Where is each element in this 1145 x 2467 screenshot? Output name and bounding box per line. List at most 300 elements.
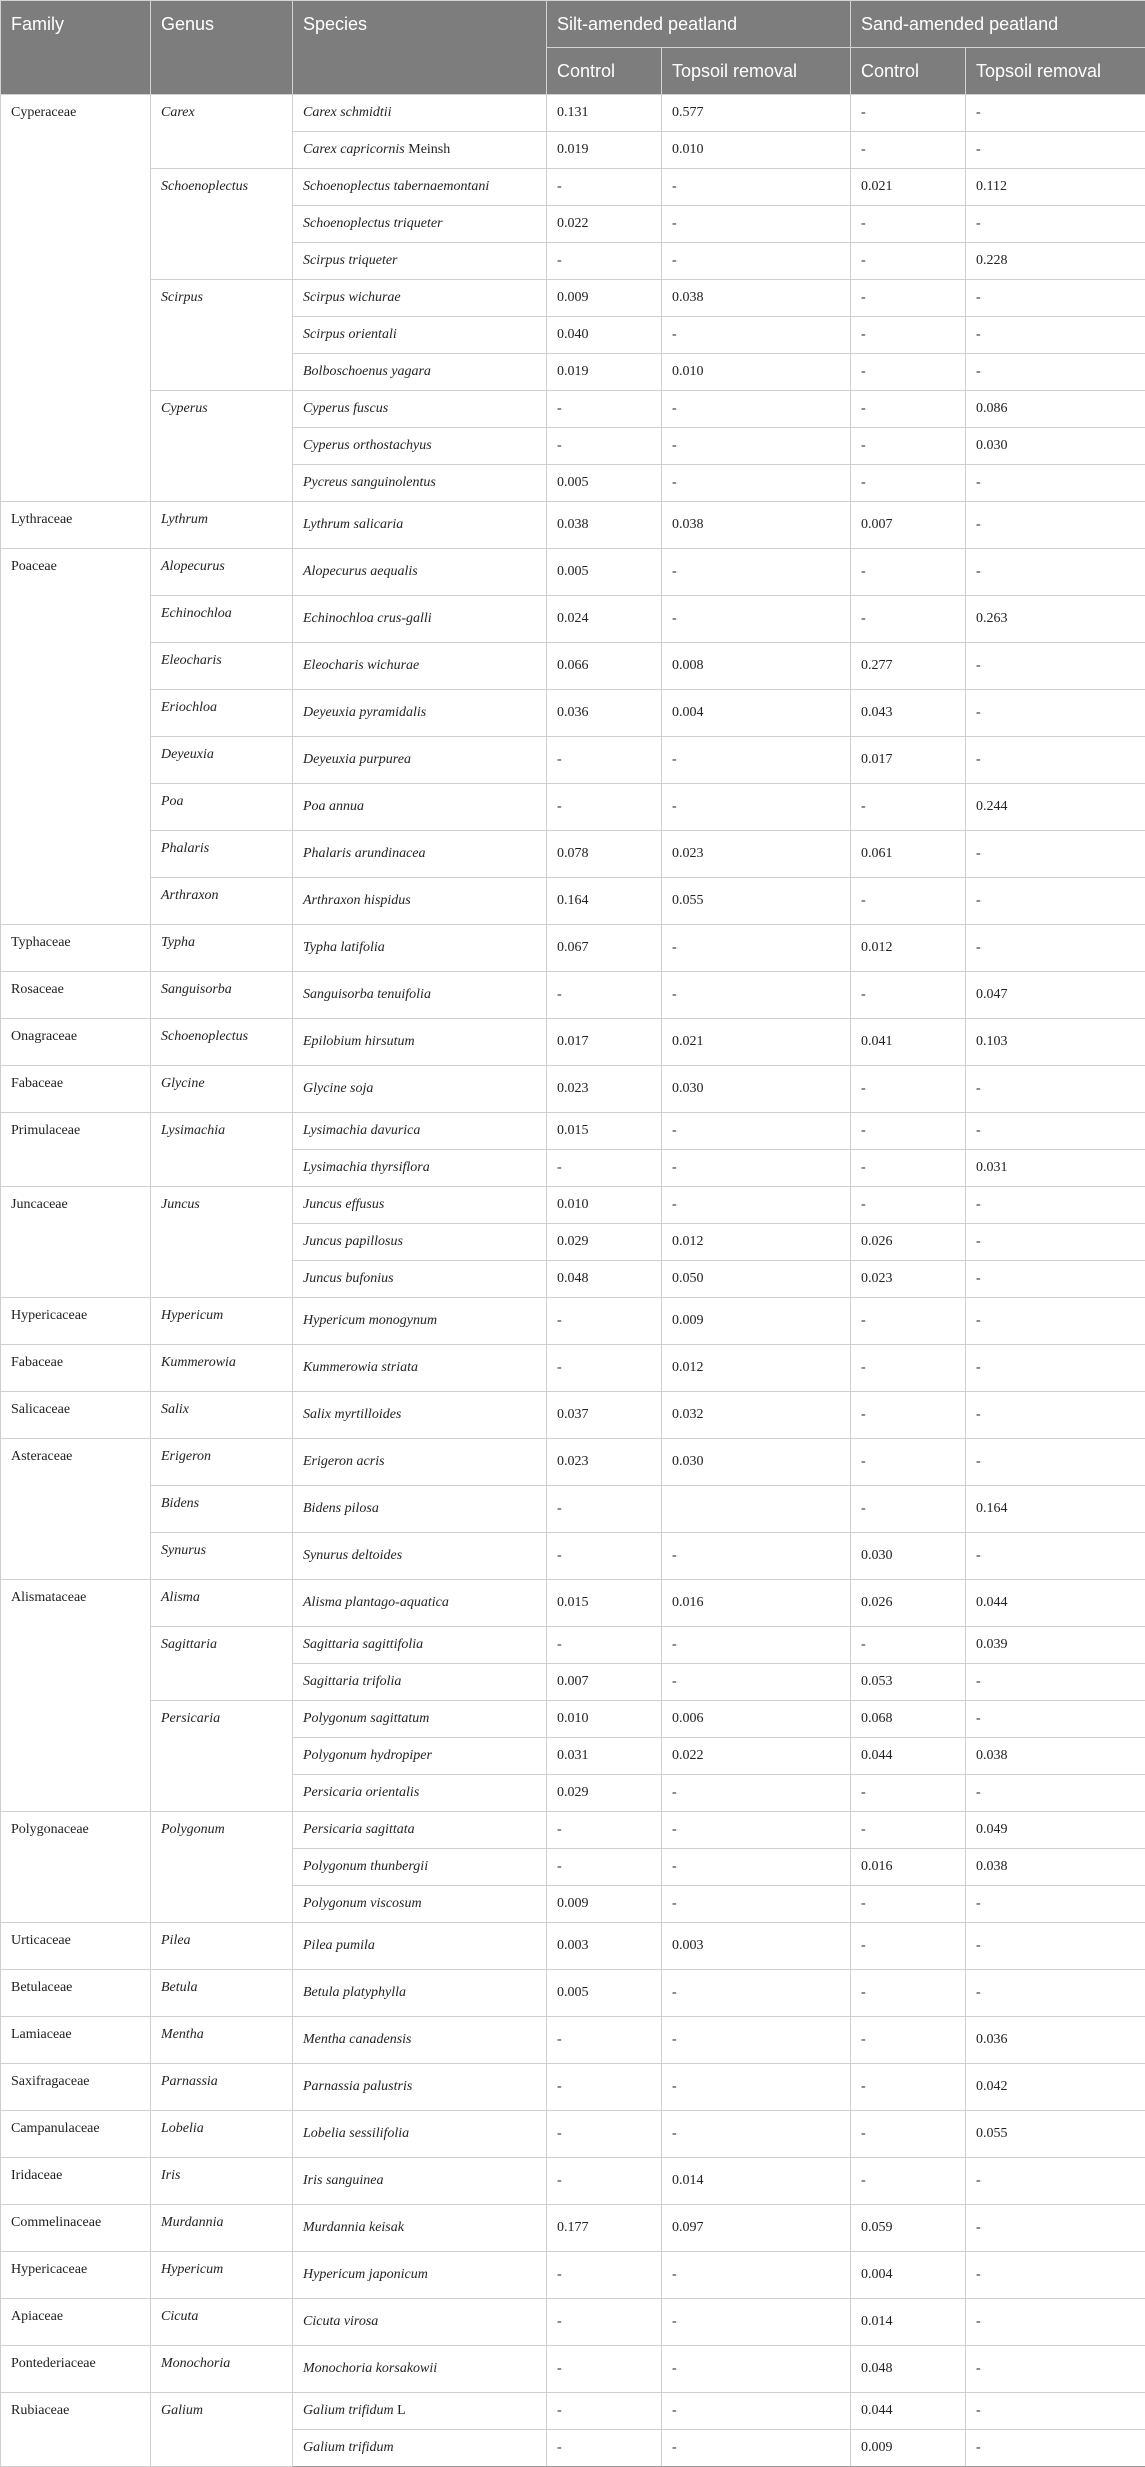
sand-topsoil-value: - bbox=[966, 1298, 1145, 1345]
sand-control-value: 0.053 bbox=[851, 1664, 966, 1701]
silt-control-value: 0.023 bbox=[547, 1066, 662, 1113]
silt-control-value: - bbox=[547, 2252, 662, 2299]
silt-control-value: - bbox=[547, 1849, 662, 1886]
sand-control-value: - bbox=[851, 1970, 966, 2017]
genus-cell: Iris bbox=[151, 2158, 293, 2205]
silt-control-value: - bbox=[547, 1533, 662, 1580]
sand-control-value: - bbox=[851, 95, 966, 132]
silt-topsoil-value: - bbox=[662, 2430, 851, 2467]
sand-topsoil-value: - bbox=[966, 354, 1145, 391]
species-cell bbox=[293, 1298, 547, 1345]
silt-control-value: - bbox=[547, 1298, 662, 1345]
genus-cell: Cyperus bbox=[151, 391, 293, 502]
species-cell bbox=[293, 1019, 547, 1066]
family-cell: Hypericaceae bbox=[1, 1298, 151, 1345]
species-cell bbox=[293, 643, 547, 690]
sand-topsoil-value: - bbox=[966, 549, 1145, 596]
table-row bbox=[1, 391, 1145, 428]
silt-control-value: 0.031 bbox=[547, 1738, 662, 1775]
sand-control-value: - bbox=[851, 132, 966, 169]
table-row bbox=[1, 2393, 1145, 2430]
silt-topsoil-value: - bbox=[662, 596, 851, 643]
sand-control-value: 0.048 bbox=[851, 2346, 966, 2393]
family-cell: Betulaceae bbox=[1, 1970, 151, 2017]
genus-cell: Monochoria bbox=[151, 2346, 293, 2393]
sand-topsoil-value: - bbox=[966, 1224, 1145, 1261]
species-cell bbox=[293, 878, 547, 925]
species-name: Erigeron acris bbox=[303, 1454, 385, 1469]
family-cell: Salicaceae bbox=[1, 1392, 151, 1439]
silt-control-value: - bbox=[547, 1627, 662, 1664]
table-row bbox=[1, 737, 1145, 784]
silt-control-value: 0.005 bbox=[547, 465, 662, 502]
genus-cell: Galium bbox=[151, 2393, 293, 2467]
sand-control-value: - bbox=[851, 206, 966, 243]
species-cell bbox=[293, 1970, 547, 2017]
silt-topsoil-value: - bbox=[662, 1775, 851, 1812]
table-row bbox=[1, 643, 1145, 690]
species-name: Scirpus wichurae bbox=[303, 290, 401, 305]
species-authority: L bbox=[397, 2403, 406, 2418]
family-cell: Commelinaceae bbox=[1, 2205, 151, 2252]
table-row bbox=[1, 1298, 1145, 1345]
silt-control-value: - bbox=[547, 2299, 662, 2346]
species-cell bbox=[293, 95, 547, 132]
sand-control-value: 0.009 bbox=[851, 2430, 966, 2467]
species-cell bbox=[293, 465, 547, 502]
species-name: Lysimachia thyrsiflora bbox=[303, 1160, 430, 1175]
species-cell bbox=[293, 1886, 547, 1923]
sand-control-value: 0.277 bbox=[851, 643, 966, 690]
table-row bbox=[1, 2252, 1145, 2299]
sand-control-value: - bbox=[851, 280, 966, 317]
sand-control-value: - bbox=[851, 354, 966, 391]
species-cell bbox=[293, 1812, 547, 1849]
sand-topsoil-value: 0.044 bbox=[966, 1580, 1145, 1627]
silt-control-value: - bbox=[547, 737, 662, 784]
genus-cell: Lobelia bbox=[151, 2111, 293, 2158]
silt-control-value: 0.017 bbox=[547, 1019, 662, 1066]
sand-topsoil-value: 0.244 bbox=[966, 784, 1145, 831]
silt-topsoil-value: - bbox=[662, 465, 851, 502]
sand-topsoil-value: - bbox=[966, 1775, 1145, 1812]
species-cell bbox=[293, 690, 547, 737]
species-cell bbox=[293, 1627, 547, 1664]
genus-cell: Murdannia bbox=[151, 2205, 293, 2252]
table-row bbox=[1, 1187, 1145, 1224]
species-name: Phalaris arundinacea bbox=[303, 846, 426, 861]
sand-control-value: - bbox=[851, 1392, 966, 1439]
table-row bbox=[1, 2299, 1145, 2346]
table-row bbox=[1, 1812, 1145, 1849]
sand-topsoil-value: - bbox=[966, 737, 1145, 784]
table-row bbox=[1, 2205, 1145, 2252]
table-row bbox=[1, 1627, 1145, 1664]
species-name: Poa annua bbox=[303, 799, 364, 814]
species-name: Cyperus orthostachyus bbox=[303, 438, 432, 453]
sand-control-value: - bbox=[851, 2158, 966, 2205]
silt-topsoil-value: 0.038 bbox=[662, 280, 851, 317]
silt-topsoil-value: - bbox=[662, 169, 851, 206]
family-cell: Primulaceae bbox=[1, 1113, 151, 1187]
species-name: Betula platyphylla bbox=[303, 1985, 406, 2000]
sand-control-value: - bbox=[851, 1923, 966, 1970]
silt-control-value: 0.164 bbox=[547, 878, 662, 925]
genus-cell: Alisma bbox=[151, 1580, 293, 1627]
silt-control-value: 0.024 bbox=[547, 596, 662, 643]
sand-topsoil-value: - bbox=[966, 2393, 1145, 2430]
family-cell: Polygonaceae bbox=[1, 1812, 151, 1923]
silt-control-value: 0.009 bbox=[547, 1886, 662, 1923]
sand-control-value: - bbox=[851, 428, 966, 465]
silt-control-value: - bbox=[547, 391, 662, 428]
species-cell bbox=[293, 1849, 547, 1886]
silt-control-value: 0.078 bbox=[547, 831, 662, 878]
silt-control-value: 0.048 bbox=[547, 1261, 662, 1298]
sand-control-value: - bbox=[851, 972, 966, 1019]
species-cell bbox=[293, 972, 547, 1019]
sand-control-value: 0.044 bbox=[851, 2393, 966, 2430]
silt-topsoil-value: - bbox=[662, 428, 851, 465]
table-row bbox=[1, 1970, 1145, 2017]
sand-control-value: - bbox=[851, 596, 966, 643]
species-cell bbox=[293, 549, 547, 596]
silt-topsoil-value: - bbox=[662, 1533, 851, 1580]
genus-cell: Sagittaria bbox=[151, 1627, 293, 1701]
species-cell bbox=[293, 169, 547, 206]
species-name: Juncus bufonius bbox=[303, 1271, 394, 1286]
silt-control-value: - bbox=[547, 2430, 662, 2467]
sand-topsoil-value: 0.055 bbox=[966, 2111, 1145, 2158]
sand-control-value: - bbox=[851, 1113, 966, 1150]
species-cell bbox=[293, 784, 547, 831]
silt-control-value: 0.005 bbox=[547, 1970, 662, 2017]
sand-control-value: - bbox=[851, 878, 966, 925]
species-cell bbox=[293, 1261, 547, 1298]
silt-topsoil-value: - bbox=[662, 391, 851, 428]
species-cell bbox=[293, 391, 547, 428]
table-row bbox=[1, 690, 1145, 737]
species-cell bbox=[293, 737, 547, 784]
sand-control-value: - bbox=[851, 465, 966, 502]
species-cell bbox=[293, 1439, 547, 1486]
sand-topsoil-value: - bbox=[966, 1066, 1145, 1113]
family-cell: Fabaceae bbox=[1, 1066, 151, 1113]
table-row bbox=[1, 1533, 1145, 1580]
species-cell bbox=[293, 2299, 547, 2346]
sand-topsoil-value: - bbox=[966, 2430, 1145, 2467]
silt-topsoil-value: - bbox=[662, 784, 851, 831]
sand-topsoil-value: - bbox=[966, 280, 1145, 317]
species-name: Scirpus orientali bbox=[303, 327, 397, 342]
silt-control-value: - bbox=[547, 1486, 662, 1533]
silt-topsoil-value: 0.050 bbox=[662, 1261, 851, 1298]
sand-topsoil-value: 0.103 bbox=[966, 1019, 1145, 1066]
silt-control-value: - bbox=[547, 972, 662, 1019]
species-name: Epilobium hirsutum bbox=[303, 1034, 415, 1049]
sand-control-value: 0.016 bbox=[851, 1849, 966, 1886]
species-name: Bolboschoenus yagara bbox=[303, 364, 431, 379]
genus-cell: Parnassia bbox=[151, 2064, 293, 2111]
sand-control-value: - bbox=[851, 2064, 966, 2111]
sand-topsoil-value: - bbox=[966, 643, 1145, 690]
species-name: Kummerowia striata bbox=[303, 1360, 418, 1375]
sand-control-value: - bbox=[851, 317, 966, 354]
sand-control-value: 0.014 bbox=[851, 2299, 966, 2346]
species-name: Juncus papillosus bbox=[303, 1234, 403, 1249]
sand-topsoil-value: - bbox=[966, 1533, 1145, 1580]
species-name: Persicaria orientalis bbox=[303, 1785, 419, 1800]
table-row bbox=[1, 596, 1145, 643]
species-cell bbox=[293, 1701, 547, 1738]
family-cell: Apiaceae bbox=[1, 2299, 151, 2346]
silt-topsoil-value: 0.021 bbox=[662, 1019, 851, 1066]
silt-topsoil-value: - bbox=[662, 2064, 851, 2111]
silt-topsoil-value: 0.016 bbox=[662, 1580, 851, 1627]
species-cell bbox=[293, 1533, 547, 1580]
silt-topsoil-value: - bbox=[662, 2252, 851, 2299]
family-cell: Poaceae bbox=[1, 549, 151, 925]
genus-cell: Polygonum bbox=[151, 1812, 293, 1923]
header-sand-topsoil-removal: Topsoil removal bbox=[966, 48, 1145, 95]
silt-topsoil-value: 0.010 bbox=[662, 354, 851, 391]
species-cell bbox=[293, 2346, 547, 2393]
silt-control-value: 0.037 bbox=[547, 1392, 662, 1439]
sand-topsoil-value: - bbox=[966, 878, 1145, 925]
table-row bbox=[1, 2111, 1145, 2158]
sand-topsoil-value: - bbox=[966, 831, 1145, 878]
sand-topsoil-value: - bbox=[966, 2299, 1145, 2346]
species-cell bbox=[293, 2430, 547, 2467]
sand-topsoil-value: 0.038 bbox=[966, 1738, 1145, 1775]
table-row bbox=[1, 784, 1145, 831]
family-cell: Lamiaceae bbox=[1, 2017, 151, 2064]
species-name: Persicaria sagittata bbox=[303, 1822, 415, 1837]
species-name: Polygonum hydropiper bbox=[303, 1748, 432, 1763]
species-name: Alisma plantago-aquatica bbox=[303, 1595, 449, 1610]
species-name: Sagittaria trifolia bbox=[303, 1674, 401, 1689]
silt-control-value: - bbox=[547, 2111, 662, 2158]
species-name: Typha latifolia bbox=[303, 940, 385, 955]
header-species: Species bbox=[293, 1, 547, 95]
sand-topsoil-value: 0.049 bbox=[966, 1812, 1145, 1849]
sand-topsoil-value: 0.228 bbox=[966, 243, 1145, 280]
silt-control-value: 0.038 bbox=[547, 502, 662, 549]
table-row bbox=[1, 972, 1145, 1019]
table-body bbox=[1, 95, 1145, 2467]
sand-control-value: - bbox=[851, 2017, 966, 2064]
genus-cell: Persicaria bbox=[151, 1701, 293, 1812]
species-cell bbox=[293, 596, 547, 643]
sand-control-value: 0.026 bbox=[851, 1224, 966, 1261]
silt-control-value: - bbox=[547, 784, 662, 831]
genus-cell: Sanguisorba bbox=[151, 972, 293, 1019]
species-name: Cyperus fuscus bbox=[303, 401, 388, 416]
silt-topsoil-value: - bbox=[662, 1970, 851, 2017]
family-cell: Pontederiaceae bbox=[1, 2346, 151, 2393]
silt-control-value: 0.015 bbox=[547, 1580, 662, 1627]
species-name: Scirpus triqueter bbox=[303, 253, 398, 268]
silt-topsoil-value: - bbox=[662, 1627, 851, 1664]
family-cell: Onagraceae bbox=[1, 1019, 151, 1066]
family-cell: Lythraceae bbox=[1, 502, 151, 549]
sand-control-value: - bbox=[851, 1486, 966, 1533]
silt-topsoil-value: - bbox=[662, 737, 851, 784]
silt-control-value: 0.022 bbox=[547, 206, 662, 243]
sand-topsoil-value: - bbox=[966, 1187, 1145, 1224]
sand-control-value: 0.021 bbox=[851, 169, 966, 206]
sand-topsoil-value: - bbox=[966, 925, 1145, 972]
sand-control-value: 0.043 bbox=[851, 690, 966, 737]
table-row bbox=[1, 1019, 1145, 1066]
sand-control-value: 0.061 bbox=[851, 831, 966, 878]
species-cell bbox=[293, 280, 547, 317]
sand-topsoil-value: - bbox=[966, 502, 1145, 549]
species-name: Carex capricornis bbox=[303, 142, 405, 157]
genus-cell: Phalaris bbox=[151, 831, 293, 878]
table-row bbox=[1, 2017, 1145, 2064]
species-cell bbox=[293, 2017, 547, 2064]
silt-control-value: 0.131 bbox=[547, 95, 662, 132]
species-name: Salix myrtilloides bbox=[303, 1407, 401, 1422]
silt-control-value: - bbox=[547, 2346, 662, 2393]
table-row bbox=[1, 2346, 1145, 2393]
silt-control-value: 0.029 bbox=[547, 1775, 662, 1812]
table-row bbox=[1, 1113, 1145, 1150]
silt-control-value: 0.007 bbox=[547, 1664, 662, 1701]
species-cell bbox=[293, 502, 547, 549]
species-cell bbox=[293, 206, 547, 243]
silt-topsoil-value: 0.012 bbox=[662, 1345, 851, 1392]
sand-topsoil-value: - bbox=[966, 1345, 1145, 1392]
sand-control-value: - bbox=[851, 1775, 966, 1812]
header-silt-amended: Silt-amended peatland bbox=[547, 1, 851, 48]
genus-cell: Lysimachia bbox=[151, 1113, 293, 1187]
species-cell bbox=[293, 1738, 547, 1775]
sand-control-value: 0.059 bbox=[851, 2205, 966, 2252]
sand-control-value: - bbox=[851, 1187, 966, 1224]
silt-control-value: 0.066 bbox=[547, 643, 662, 690]
species-name: Iris sanguinea bbox=[303, 2173, 384, 2188]
sand-topsoil-value: - bbox=[966, 1701, 1145, 1738]
species-name: Alopecurus aequalis bbox=[303, 564, 418, 579]
species-cell bbox=[293, 1150, 547, 1187]
silt-topsoil-value: 0.023 bbox=[662, 831, 851, 878]
silt-topsoil-value bbox=[662, 1486, 851, 1533]
sand-control-value: - bbox=[851, 1886, 966, 1923]
sand-control-value: - bbox=[851, 549, 966, 596]
species-name: Monochoria korsakowii bbox=[303, 2361, 437, 2376]
genus-cell: Poa bbox=[151, 784, 293, 831]
sand-control-value: 0.068 bbox=[851, 1701, 966, 1738]
sand-control-value: - bbox=[851, 1345, 966, 1392]
silt-control-value: 0.029 bbox=[547, 1224, 662, 1261]
species-cell bbox=[293, 354, 547, 391]
genus-cell: Eleocharis bbox=[151, 643, 293, 690]
sand-topsoil-value: - bbox=[966, 95, 1145, 132]
species-name: Sanguisorba tenuifolia bbox=[303, 987, 431, 1002]
header-family: Family bbox=[1, 1, 151, 95]
table-row bbox=[1, 1439, 1145, 1486]
silt-topsoil-value: - bbox=[662, 243, 851, 280]
species-cell bbox=[293, 2205, 547, 2252]
silt-topsoil-value: - bbox=[662, 317, 851, 354]
sand-control-value: - bbox=[851, 1627, 966, 1664]
species-name: Murdannia keisak bbox=[303, 2220, 404, 2235]
species-name: Carex schmidtii bbox=[303, 105, 392, 120]
sand-control-value: 0.012 bbox=[851, 925, 966, 972]
silt-control-value: 0.009 bbox=[547, 280, 662, 317]
family-cell: Hypericaceae bbox=[1, 2252, 151, 2299]
silt-topsoil-value: 0.038 bbox=[662, 502, 851, 549]
family-cell: Iridaceae bbox=[1, 2158, 151, 2205]
silt-control-value: 0.067 bbox=[547, 925, 662, 972]
species-cell bbox=[293, 1392, 547, 1439]
family-cell: Campanulaceae bbox=[1, 2111, 151, 2158]
sand-control-value: - bbox=[851, 1066, 966, 1113]
genus-cell: Mentha bbox=[151, 2017, 293, 2064]
table-row bbox=[1, 831, 1145, 878]
table-row bbox=[1, 549, 1145, 596]
species-cell bbox=[293, 2111, 547, 2158]
genus-cell: Juncus bbox=[151, 1187, 293, 1298]
species-name: Lythrum salicaria bbox=[303, 517, 403, 532]
genus-cell: Salix bbox=[151, 1392, 293, 1439]
species-name: Arthraxon hispidus bbox=[303, 893, 411, 908]
species-cell bbox=[293, 1345, 547, 1392]
sand-topsoil-value: - bbox=[966, 2158, 1145, 2205]
species-cell bbox=[293, 132, 547, 169]
species-name: Galium trifidum bbox=[303, 2403, 394, 2418]
table-row bbox=[1, 1580, 1145, 1627]
family-cell: Rubiaceae bbox=[1, 2393, 151, 2467]
table-row bbox=[1, 1392, 1145, 1439]
species-cell bbox=[293, 243, 547, 280]
sand-control-value: - bbox=[851, 391, 966, 428]
species-name: Deyeuxia pyramidalis bbox=[303, 705, 426, 720]
species-name: Lysimachia davurica bbox=[303, 1123, 420, 1138]
silt-topsoil-value: - bbox=[662, 2346, 851, 2393]
silt-topsoil-value: 0.097 bbox=[662, 2205, 851, 2252]
species-cell bbox=[293, 317, 547, 354]
sand-control-value: - bbox=[851, 2111, 966, 2158]
silt-topsoil-value: 0.055 bbox=[662, 878, 851, 925]
sand-topsoil-value: - bbox=[966, 1886, 1145, 1923]
sand-control-value: 0.030 bbox=[851, 1533, 966, 1580]
sand-control-value: 0.026 bbox=[851, 1580, 966, 1627]
sand-topsoil-value: - bbox=[966, 1439, 1145, 1486]
sand-topsoil-value: 0.263 bbox=[966, 596, 1145, 643]
silt-topsoil-value: - bbox=[662, 1664, 851, 1701]
sand-control-value: 0.044 bbox=[851, 1738, 966, 1775]
sand-topsoil-value: - bbox=[966, 317, 1145, 354]
silt-topsoil-value: - bbox=[662, 925, 851, 972]
species-cell bbox=[293, 1066, 547, 1113]
silt-control-value: 0.005 bbox=[547, 549, 662, 596]
species-cell bbox=[293, 1664, 547, 1701]
silt-control-value: 0.010 bbox=[547, 1187, 662, 1224]
species-name: Cicuta virosa bbox=[303, 2314, 378, 2329]
table-header bbox=[1, 1, 1145, 95]
sand-topsoil-value: 0.112 bbox=[966, 169, 1145, 206]
species-cell bbox=[293, 2252, 547, 2299]
genus-cell: Eriochloa bbox=[151, 690, 293, 737]
silt-control-value: - bbox=[547, 428, 662, 465]
silt-topsoil-value: - bbox=[662, 972, 851, 1019]
table-row bbox=[1, 925, 1145, 972]
silt-control-value: - bbox=[547, 169, 662, 206]
sand-topsoil-value: 0.031 bbox=[966, 1150, 1145, 1187]
